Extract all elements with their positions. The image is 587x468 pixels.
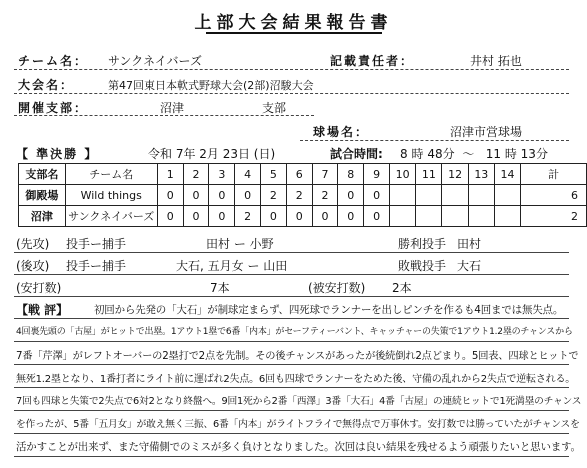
inning-score: 0	[183, 185, 209, 206]
recorder-value: 井村 拓也	[470, 54, 522, 68]
inning-score: 0	[157, 185, 183, 206]
hits-value: 7本	[210, 281, 230, 295]
row-branch: 沼津	[19, 206, 66, 227]
win-pitcher-label: 勝利投手	[398, 237, 447, 251]
hits-label: (安打数)	[16, 281, 62, 295]
inning-score: 2	[286, 185, 312, 206]
divider	[300, 140, 569, 141]
total-score: 2	[521, 206, 587, 227]
inning-score: 0	[286, 206, 312, 227]
header-branch: 支部名	[19, 164, 66, 185]
divider	[14, 69, 569, 70]
inning-score	[416, 206, 442, 227]
title-underline	[206, 32, 382, 34]
header-inning: 3	[209, 164, 235, 185]
inning-score: 0	[209, 185, 235, 206]
game-time-label: 試合時間:	[330, 147, 383, 161]
divider	[14, 274, 569, 275]
host-branch-value: 沼津	[160, 101, 185, 115]
inning-score: 0	[338, 185, 364, 206]
inning-score	[416, 185, 442, 206]
inning-score: 0	[183, 206, 209, 227]
header-inning: 12	[442, 164, 468, 185]
review-line: 7回も四球と失策で2失点で6対2となり終盤へ。9回1死から2番「西澤」3番「大石」4番「古屋」の連続ヒットで1死満塁のチャンス	[16, 396, 582, 407]
header-inning: 10	[390, 164, 416, 185]
top-battery-value: 田村 ー 小野	[206, 237, 274, 251]
inning-score	[494, 206, 520, 227]
top-battery-label: (先攻)	[16, 237, 50, 251]
inning-score: 0	[209, 206, 235, 227]
divider	[14, 296, 569, 297]
header-inning: 4	[235, 164, 261, 185]
inning-score	[494, 185, 520, 206]
recorder-label: 記載責任者：	[330, 54, 415, 68]
inning-score: 0	[364, 206, 390, 227]
tournament-value: 第47回東日本軟式野球大会(2部)沼駿大会	[108, 79, 314, 92]
inning-score	[468, 206, 494, 227]
inning-score: 0	[261, 206, 287, 227]
loss-pitcher-value: 大石	[457, 259, 482, 273]
row-team: サンクネイバーズ	[65, 206, 157, 227]
divider	[14, 410, 569, 411]
header-total: 計	[521, 164, 587, 185]
header-inning: 11	[416, 164, 442, 185]
round-label: 【 準決勝 】	[16, 147, 99, 161]
inning-score: 2	[312, 185, 338, 206]
inning-score	[468, 185, 494, 206]
scoreboard-header-row	[19, 164, 587, 185]
game-date: 令和 7年 2月 23日 (日)	[148, 147, 276, 161]
divider	[14, 318, 569, 319]
review-label: 【戦 評】	[16, 303, 69, 317]
host-branch-label: 開催支部：	[18, 101, 89, 115]
header-inning: 5	[261, 164, 287, 185]
inning-score: 2	[261, 185, 287, 206]
win-pitcher-value: 田村	[457, 237, 482, 251]
hits-allowed-value: 2本	[392, 281, 412, 295]
bottom-battery-role: 投手ー捕手	[66, 259, 127, 273]
team-name-label: チーム名：	[18, 54, 89, 68]
divider	[14, 252, 569, 253]
divider	[14, 387, 569, 388]
review-line: 初回から先発の「大石」が制球定まらず、四死球でランナーを出しピンチを作るも4回までは無失点。	[94, 304, 564, 316]
header-inning: 6	[286, 164, 312, 185]
review-line: を作ったが、5番「五月女」が敢え無く三振、6番「内本」がライトフライで無得点で万事休す。安打数では勝っていたがチャンスを	[16, 419, 580, 430]
scoreboard-table	[18, 163, 587, 227]
bottom-battery-label: (後攻)	[16, 259, 50, 273]
host-branch-suffix: 支部	[262, 101, 287, 115]
ballpark-label: 球場名：	[313, 125, 370, 139]
header-inning: 2	[183, 164, 209, 185]
header-team: チーム名	[65, 164, 157, 185]
header-inning: 13	[468, 164, 494, 185]
divider	[14, 341, 569, 342]
total-score: 6	[521, 185, 587, 206]
row-branch: 御殿場	[19, 185, 66, 206]
header-inning: 9	[364, 164, 390, 185]
row-team: Wild things	[65, 185, 157, 206]
inning-score	[442, 206, 468, 227]
header-inning: 8	[338, 164, 364, 185]
header-inning: 7	[312, 164, 338, 185]
inning-score: 0	[157, 206, 183, 227]
divider	[14, 433, 569, 434]
review-line: 活かすことが出来ず、また守備側でのミスが多く負けとなりました。次回は良い結果を残せるよう頑張りたいと思います。	[16, 441, 581, 453]
page-title: 上部大会結果報告書	[194, 13, 393, 33]
inning-score: 2	[235, 206, 261, 227]
header-inning: 14	[494, 164, 520, 185]
game-time: 8 時 48分 ～ 11 時 13分	[400, 147, 548, 161]
tournament-label: 大会名：	[18, 78, 75, 92]
divider	[14, 364, 569, 365]
inning-score	[390, 185, 416, 206]
review-line: 4回裏先頭の「古屋」がヒットで出塁。1アウト1塁で6番「内本」がセーフティーバント、キャッチャーの失策で1アウト1.2塁のチャンスから	[16, 327, 573, 337]
header-inning: 1	[157, 164, 183, 185]
inning-score	[442, 185, 468, 206]
loss-pitcher-label: 敗戦投手	[398, 259, 447, 273]
hits-allowed-label: (被安打数)	[308, 281, 366, 295]
divider	[14, 456, 569, 457]
inning-score	[390, 206, 416, 227]
inning-score: 0	[364, 185, 390, 206]
inning-score: 0	[338, 206, 364, 227]
team-name-value: サンクネイバーズ	[108, 54, 202, 68]
review-line: 7番「芹澤」がレフトオーバーの2塁打で2点を先制。その後チャンスがあったが後続倒れ2点どまり。5回表、四球とヒットで	[16, 350, 579, 362]
scoreboard-row-home	[19, 206, 587, 227]
divider	[14, 115, 314, 116]
scoreboard-row-visitor	[19, 185, 587, 206]
top-battery-role: 投手ー捕手	[66, 237, 127, 251]
ballpark-value: 沼津市営球場	[450, 125, 523, 139]
review-line: 無死1.2塁となり、1番打者にライト前に運ばれ2失点。6回も四球でランナーをためた後、守備の乱れから2失点で逆転される。	[16, 374, 576, 385]
bottom-battery-value: 大石, 五月女 ー 山田	[176, 259, 288, 273]
divider	[14, 93, 569, 94]
inning-score: 0	[312, 206, 338, 227]
inning-score: 0	[235, 185, 261, 206]
